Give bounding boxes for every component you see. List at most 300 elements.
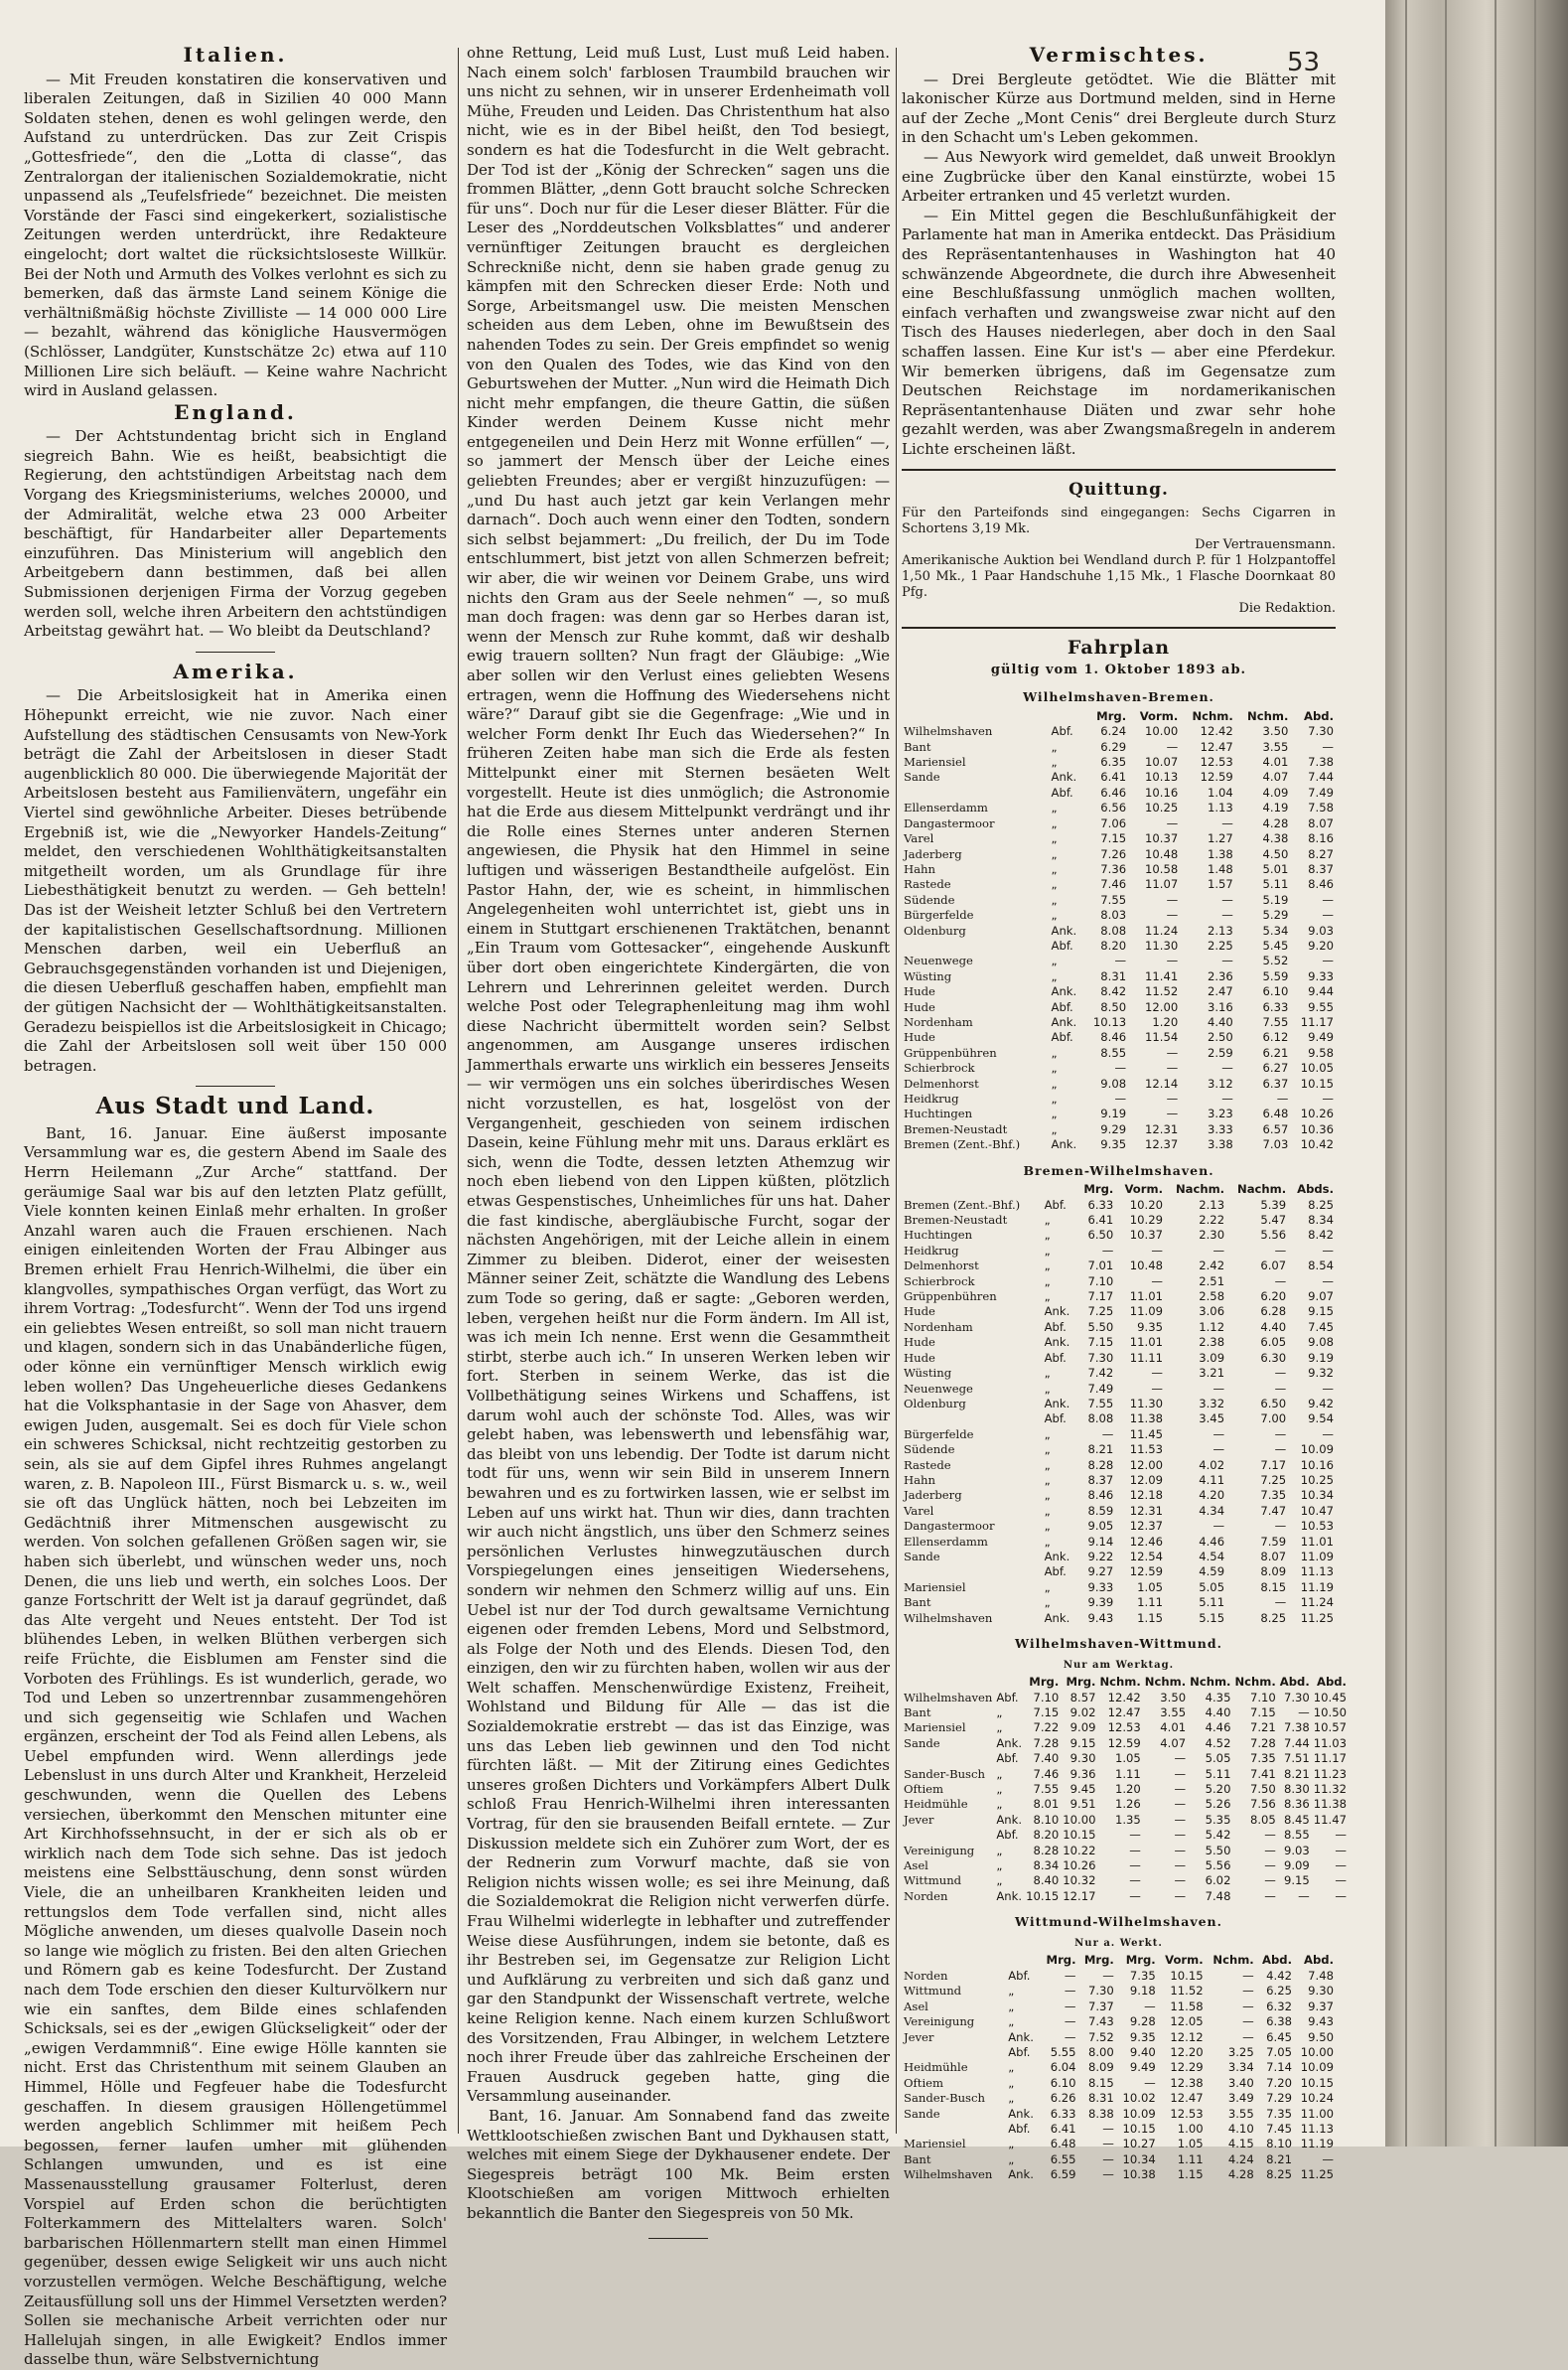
time-cell: 2.25: [1207, 938, 1233, 953]
heading-italien: Italien.: [183, 43, 288, 67]
time-cell: 9.40: [1129, 2044, 1156, 2059]
arrival-departure: „: [1051, 846, 1058, 861]
arrival-departure: Abf.: [1044, 1197, 1067, 1212]
time-cell: 10.37: [1129, 1228, 1163, 1243]
time-cell: —: [1322, 1426, 1334, 1441]
arrival-departure: „: [1051, 908, 1058, 923]
time-cell: 5.52: [1262, 954, 1289, 968]
time-cell: 11.53: [1129, 1442, 1163, 1457]
time-cell: 9.35: [1100, 1137, 1127, 1152]
station-name: Oldenburg: [904, 923, 966, 938]
station-name: [902, 1751, 994, 1766]
time-cell: —: [1274, 1442, 1287, 1457]
time-cell: 7.14: [1266, 2060, 1292, 2075]
time-cell: —: [1274, 1595, 1287, 1610]
time-cell: Vorm.: [1124, 1182, 1163, 1197]
arrival-departure: „: [1051, 831, 1058, 846]
time-cell: —: [1064, 1999, 1076, 2013]
time-cell: Mrg.: [1066, 1675, 1096, 1690]
time-cell: 3.55: [1262, 739, 1289, 754]
time-cell: 8.09: [1260, 1564, 1287, 1579]
timetable-row: [902, 1736, 1349, 1751]
station-name: Norden: [904, 1888, 948, 1903]
time-cell: 8.55: [1100, 1045, 1127, 1060]
time-cell: 6.33: [1087, 1197, 1114, 1212]
time-cell: 6.04: [1050, 2060, 1076, 2075]
time-cell: 11.52: [1170, 1984, 1204, 1999]
time-cell: 10.38: [1122, 2167, 1156, 2182]
time-cell: 12.47: [1200, 739, 1233, 754]
station-name: [902, 1564, 1043, 1579]
time-cell: 8.21: [1266, 2151, 1292, 2166]
arrival-departure: „: [996, 1766, 1003, 1781]
arrival-departure: „: [1051, 1061, 1058, 1076]
time-cell: 9.14: [1087, 1534, 1114, 1549]
timetable-row: [902, 1228, 1336, 1243]
time-cell: —: [1114, 1092, 1127, 1106]
timetable-row: [902, 2152, 1336, 2167]
station-name: Neuenwege: [904, 1381, 973, 1396]
arrival-departure: „: [1051, 861, 1058, 876]
time-cell: 8.54: [1308, 1259, 1334, 1273]
time-cell: 5.01: [1262, 861, 1289, 876]
station-name: Bürgerfelde: [904, 908, 974, 923]
time-cell: 4.10: [1227, 2121, 1254, 2136]
arrival-departure: „: [1044, 1579, 1051, 1594]
time-cell: 8.34: [1033, 1858, 1060, 1873]
time-cell: 10.48: [1145, 846, 1179, 861]
time-cell: 12.59: [1107, 1735, 1141, 1750]
station-name: Hude: [904, 1350, 935, 1365]
time-cell: 6.57: [1262, 1121, 1289, 1136]
time-cell: 7.01: [1087, 1259, 1114, 1273]
timetable-row: [902, 1720, 1349, 1735]
timetable-row: [902, 1488, 1336, 1503]
arrival-departure: „: [1008, 2075, 1015, 2090]
time-cell: 11.13: [1300, 2121, 1334, 2136]
time-cell: 3.16: [1207, 999, 1233, 1014]
station-name: Jaderberg: [904, 1488, 962, 1503]
time-cell: —: [1322, 1092, 1334, 1106]
timetable-title: Bremen-Wilhelmshaven.: [1023, 1162, 1214, 1178]
heading-amerika: Amerika.: [173, 659, 298, 683]
time-cell: 4.54: [1199, 1549, 1225, 1563]
station-name: [902, 1675, 994, 1690]
quittung-signature: Der Vertrauensmann.: [1195, 537, 1336, 553]
time-cell: 6.38: [1266, 2014, 1292, 2029]
station-name: Bant: [904, 2151, 931, 2166]
station-name: [902, 1828, 994, 1843]
time-cell: 12.00: [1129, 1457, 1163, 1472]
time-cell: 7.52: [1087, 2029, 1114, 2044]
time-cell: 9.03: [1308, 923, 1334, 938]
article-italien: — Mit Freuden konstatiren die konservativen und liberalen Zeitungen, daß in Sizilien 40 000 Mann Soldaten stehen, denen es wohl gelingen werde, den Aufstand zu unterdrücken. Das zur Zeit Crispis „Gottesfriede“, den die „Lotta di classe“, das Zentralorgan der italienischen Sozialdemokratie, nicht unpassend als „Teufelsfriede“ bezeichnet. Die meisten Vorstände der Fasci sind eingekerkert, sozialistische Zeitungen werden unterdrückt, ihre Redakteure eingelocht; dort waltet die rücksichtsloseste Willkür. Bei der Noth und Armuth des Volkes verlohnt es sich zu bemerken, daß das ärmste Land seinem Könige die verhältnißmäßig höchste Zivilliste — 14 000 000 Lire — bezahlt, während das königliche Hausvermögen (Schlösser, Landgüter, Kunstschätze 2c) etwa auf 110 Millionen Lire sich beläuft. — Keine wahre Nachricht wird in Ausland gelassen.: [24, 70, 447, 400]
time-cell: 8.25: [1308, 1197, 1334, 1212]
station-name: Heidmühle: [904, 2060, 968, 2075]
arrival-departure: „: [1044, 1273, 1051, 1288]
time-cell: 4.34: [1199, 1503, 1225, 1518]
time-cell: 9.33: [1087, 1579, 1114, 1594]
time-cell: 7.40: [1033, 1751, 1060, 1766]
time-cell: 7.26: [1100, 846, 1127, 861]
station-name: Wilhelmshaven: [904, 724, 993, 739]
timetable-row: [902, 1580, 1336, 1595]
station-name: [902, 709, 1050, 724]
time-cell: —: [1221, 954, 1233, 968]
timetable-row: [902, 1504, 1336, 1519]
time-cell: 8.30: [1283, 1782, 1310, 1797]
time-cell: 9.55: [1308, 999, 1334, 1014]
time-cell: —: [1151, 1273, 1163, 1288]
time-cell: 6.10: [1262, 984, 1289, 999]
time-cell: 11.41: [1145, 968, 1179, 983]
timetable-row: [902, 2030, 1336, 2045]
time-cell: 8.16: [1308, 831, 1334, 846]
time-cell: —: [1264, 1888, 1276, 1903]
time-cell: 5.26: [1205, 1797, 1231, 1812]
timetable-row: [902, 1259, 1336, 1273]
time-cell: 6.26: [1050, 2091, 1076, 2106]
time-cell: 7.55: [1100, 892, 1127, 907]
time-cell: 7.30: [1308, 724, 1334, 739]
arrival-departure: „: [1044, 1519, 1051, 1534]
time-cell: 11.24: [1145, 923, 1179, 938]
time-cell: 1.11: [1137, 1595, 1163, 1610]
time-cell: 11.11: [1129, 1350, 1163, 1365]
time-cell: Nachm.: [1175, 1182, 1225, 1197]
time-cell: —: [1274, 1366, 1287, 1381]
station-name: [902, 2122, 1006, 2137]
time-cell: 9.02: [1069, 1705, 1096, 1719]
time-cell: 9.22: [1087, 1549, 1114, 1563]
timetable-row: [902, 755, 1336, 770]
time-cell: 5.39: [1260, 1197, 1287, 1212]
time-cell: 9.32: [1308, 1366, 1334, 1381]
time-cell: —: [1322, 908, 1334, 923]
arrival-departure: Ank.: [996, 1888, 1023, 1903]
station-name: Delmenhorst: [904, 1259, 979, 1273]
timetable-wilhelmshaven-wittmund: [902, 1675, 1349, 1904]
time-cell: 12.37: [1129, 1519, 1163, 1534]
timetable-row: [902, 831, 1336, 846]
timetable-row: [902, 2000, 1336, 2014]
time-cell: 7.50: [1249, 1782, 1276, 1797]
time-cell: 12.59: [1200, 770, 1233, 785]
time-cell: 7.37: [1087, 1999, 1114, 2013]
time-cell: 9.29: [1100, 1121, 1127, 1136]
arrival-departure: „: [1008, 2137, 1015, 2151]
time-cell: 6.41: [1100, 770, 1127, 785]
time-cell: 7.48: [1205, 1888, 1231, 1903]
station-name: Bant: [904, 1705, 931, 1719]
time-cell: 5.55: [1050, 2044, 1076, 2059]
time-cell: 10.15: [1170, 1968, 1204, 1983]
timetable-header: [902, 1953, 1336, 1968]
time-cell: Nchm.: [1192, 708, 1233, 723]
time-cell: 4.28: [1227, 2167, 1254, 2182]
timetable-wilhelmshaven-bremen: [902, 709, 1336, 1153]
time-cell: 7.47: [1260, 1503, 1287, 1518]
arrival-departure: „: [1051, 755, 1058, 770]
time-cell: 7.58: [1308, 801, 1334, 815]
arrival-departure: Abf.: [1008, 2044, 1031, 2059]
time-cell: 8.37: [1087, 1472, 1114, 1487]
time-cell: 11.01: [1300, 1534, 1334, 1549]
time-cell: —: [1264, 1873, 1276, 1888]
time-cell: 11.25: [1300, 1610, 1334, 1625]
time-cell: —: [1064, 2014, 1076, 2029]
station-name: Sande: [904, 1549, 940, 1563]
time-cell: 7.49: [1087, 1381, 1114, 1396]
timetable-row: [902, 2076, 1336, 2091]
time-cell: 9.49: [1129, 2060, 1156, 2075]
time-cell: 7.46: [1100, 877, 1127, 892]
time-cell: 8.46: [1308, 877, 1334, 892]
station-name: Hude: [904, 999, 935, 1014]
arrival-departure: „: [1051, 1076, 1058, 1091]
arrival-departure: Abf.: [1051, 999, 1073, 1014]
time-cell: 4.38: [1262, 831, 1289, 846]
time-cell: —: [1174, 1888, 1187, 1903]
timetable-title: Wilhelmshaven-Wittmund.: [1015, 1636, 1222, 1651]
article-amerika: — Die Arbeitslosigkeit hat in Amerika einen Höhepunkt erreicht, wie nie zuvor. Nach einer Aufstellung des städtischen Censusamts von New-York beträgt die Zahl der Arbeitslosen in dieser Stadt augenblicklich 80 000. Die überwiegende Majorität der Arbeitslosen besteht aus Familienvätern, ungefähr ein Viertel sind gewöhnliche Arbeiter. Dieses betrübende Ergebniß ist, wie die „Newyorker Handels-Zeitung“ meldet, den verschiedenen Wohlthätigkeitsanstalten mitgetheilt worden, um als Grundlage für ihre Liebesthätigkeit benutzt zu werden. — Geh betteln! Das ist der Weisheit letzter Schluß bei den Vertretern der kapitalistischen Gesellschaftsordnung. Millionen Menschen darben, weil ein Ueberfluß an Gebrauchsgegenständen vorhanden ist und Diejenigen, die diesen Ueberfluß geschaffen haben, empfiehlt man der gütigen Nachsicht der — Wohlthätigkeitsanstalten. Geradezu beispiellos ist die Arbeitslosigkeit in Chicago; die Zahl der Arbeitslosen soll weit über 150 000 betragen.: [24, 686, 447, 1075]
time-cell: 10.07: [1145, 755, 1179, 770]
time-cell: 1.38: [1207, 846, 1233, 861]
time-cell: —: [1221, 908, 1233, 923]
werktag-note: Nur am Werktag.: [1063, 1659, 1175, 1671]
time-cell: —: [1322, 739, 1334, 754]
timetable-row: [902, 877, 1336, 892]
time-cell: 7.38: [1308, 755, 1334, 770]
timetable-row: [902, 2122, 1336, 2137]
time-cell: 7.45: [1308, 1319, 1334, 1334]
time-cell: 8.10: [1266, 2137, 1292, 2151]
quittung-line: Für den Parteifonds sind eingegangen: Sechs Cigarren in Schortens 3,19 Mk.: [902, 506, 1336, 537]
time-cell: 10.26: [1063, 1858, 1096, 1873]
station-name: Ellenserdamm: [904, 1534, 988, 1549]
heading-fahrplan: Fahrplan: [1067, 637, 1171, 660]
arrival-departure: „: [1044, 1426, 1051, 1441]
time-cell: 7.21: [1249, 1720, 1276, 1735]
time-cell: —: [1221, 1092, 1233, 1106]
time-cell: 4.46: [1205, 1720, 1231, 1735]
timetable-row: [902, 724, 1336, 739]
time-cell: 6.33: [1262, 999, 1289, 1014]
station-name: [902, 939, 1050, 954]
station-name: Wittmund: [904, 1873, 962, 1888]
time-cell: 5.05: [1199, 1579, 1225, 1594]
timetable-row: [902, 1382, 1336, 1397]
time-cell: 12.31: [1145, 1121, 1179, 1136]
station-name: Wilhelmshaven: [904, 1610, 993, 1625]
time-cell: —: [1129, 1888, 1141, 1903]
arrival-departure: „: [996, 1858, 1003, 1873]
time-cell: —: [1144, 1999, 1156, 2013]
time-cell: Abd.: [1262, 1953, 1292, 1968]
timetable-row: [902, 816, 1336, 831]
time-cell: 5.45: [1262, 938, 1289, 953]
time-cell: 7.06: [1100, 815, 1127, 830]
time-cell: 1.11: [1177, 2151, 1204, 2166]
time-cell: 4.07: [1160, 1735, 1187, 1750]
article-klootschiessen: Bant, 16. Januar. Am Sonnabend fand das zweite Wettklootschießen zwischen Bant und Dykhausen statt, welches mit einem Siege der Dykhausener endete. Der Siegespreis beträgt 100 Mk. Beim ersten Klootschießen am vorigen Mittwoch erhielten bekanntlich die Banter den Siegespreis von 50 Mk.: [467, 2106, 890, 2222]
arrival-departure: Ank.: [1044, 1396, 1070, 1410]
time-cell: —: [1166, 1045, 1179, 1060]
timetable-row: [902, 969, 1336, 984]
arrival-departure: „: [1051, 815, 1058, 830]
arrival-departure: Abf.: [996, 1828, 1019, 1843]
time-cell: 7.44: [1308, 770, 1334, 785]
time-cell: 9.44: [1308, 984, 1334, 999]
timetable-row: [902, 1889, 1349, 1904]
arrival-departure: Abf.: [1051, 1030, 1073, 1045]
time-cell: —: [1298, 1888, 1310, 1903]
time-cell: 9.49: [1308, 1030, 1334, 1045]
time-cell: 11.23: [1313, 1766, 1347, 1781]
station-name: Rastede: [904, 877, 951, 892]
station-name: Hahn: [904, 861, 935, 876]
station-name: Oftiem: [904, 1782, 944, 1797]
time-cell: —: [1322, 892, 1334, 907]
station-name: Bremen (Zent.-Bhf.): [904, 1197, 1021, 1212]
time-cell: 9.18: [1129, 1984, 1156, 1999]
station-name: Bremen-Neustadt: [904, 1213, 1008, 1228]
arrival-departure: Ank.: [1008, 2029, 1034, 2044]
timetable-row: [902, 847, 1336, 862]
time-cell: 6.02: [1205, 1873, 1231, 1888]
heading-quittung: Quittung.: [1069, 480, 1169, 501]
time-cell: 11.17: [1300, 1014, 1334, 1029]
time-cell: 7.41: [1249, 1766, 1276, 1781]
time-cell: —: [1322, 954, 1334, 968]
timetable-row: [902, 1320, 1336, 1335]
time-cell: 10.15: [1026, 1888, 1060, 1903]
timetable-row: [902, 1535, 1336, 1550]
time-cell: 7.44: [1283, 1735, 1310, 1750]
station-name: Bant: [904, 1595, 931, 1610]
time-cell: 12.54: [1129, 1549, 1163, 1563]
time-cell: 10.34: [1122, 2151, 1156, 2166]
time-cell: 8.40: [1033, 1873, 1060, 1888]
heading-vermischtes: Vermischtes.: [1029, 43, 1209, 67]
arrival-departure: „: [1051, 1121, 1058, 1136]
time-cell: 1.11: [1114, 1766, 1141, 1781]
station-name: Bremen (Zent.-Bhf.): [904, 1137, 1021, 1152]
time-cell: 6.30: [1260, 1350, 1287, 1365]
arrival-departure: Ank.: [1051, 770, 1077, 785]
time-cell: Abd.: [1304, 708, 1334, 723]
arrival-departure: „: [1044, 1213, 1051, 1228]
time-cell: —: [1242, 1999, 1254, 2013]
page-edge-line: [1495, 0, 1497, 2147]
time-cell: 12.05: [1170, 2014, 1204, 2029]
timetable-row: [902, 740, 1336, 755]
time-cell: 1.35: [1114, 1812, 1141, 1827]
timetable-row: [902, 2014, 1336, 2029]
time-cell: 7.28: [1033, 1735, 1060, 1750]
time-cell: 4.46: [1199, 1534, 1225, 1549]
station-name: Bremen-Neustadt: [904, 1121, 1008, 1136]
time-cell: 9.15: [1069, 1735, 1096, 1750]
time-cell: 7.10: [1249, 1690, 1276, 1704]
arrival-departure: „: [1044, 1366, 1051, 1381]
time-cell: 10.32: [1063, 1873, 1096, 1888]
timetable-row: [902, 1213, 1336, 1228]
timetable-row: [902, 1107, 1336, 1121]
time-cell: 10.13: [1092, 1014, 1127, 1029]
timetable-row: [902, 801, 1336, 815]
time-cell: 8.38: [1087, 2106, 1114, 2121]
article-england: — Der Achtstundentag bricht sich in England siegreich Bahn. Wie es heißt, beabsichtigt die Regierung, den achtstündigen Arbeitstag nach dem Vorgang des Kriegsministeriums, welches 20000, und der Admiralität, welche etwa 23 000 Arbeiter beschäftigt, für Handarbeiter aller Departements einzuführen. Das Ministerium will angeblich den Arbeitgebern dann bestimmen, daß bei allen Submissionen derjenigen Firma der Vorzug gegeben werden soll, welche ihren Arbeitern den achtstündigen Arbeitstag gewährt hat. — Wo bleibt da Deutschland?: [24, 427, 447, 641]
book-binding-edge: [1385, 0, 1568, 2147]
timetable-row: [902, 1782, 1349, 1797]
time-cell: Abds.: [1297, 1182, 1334, 1197]
time-cell: —: [1174, 1843, 1187, 1857]
time-cell: —: [1129, 1828, 1141, 1843]
time-cell: 8.00: [1087, 2044, 1114, 2059]
time-cell: 11.09: [1129, 1304, 1163, 1319]
arrival-departure: Ank.: [1051, 1137, 1077, 1152]
time-cell: 7.35: [1260, 1488, 1287, 1503]
timetable-row: [902, 2107, 1336, 2122]
arrival-departure: Abf.: [1044, 1350, 1067, 1365]
time-cell: 7.05: [1266, 2044, 1292, 2059]
time-cell: —: [1166, 908, 1179, 923]
time-cell: 7.56: [1249, 1797, 1276, 1812]
time-cell: 12.46: [1129, 1534, 1163, 1549]
time-cell: 4.40: [1260, 1319, 1287, 1334]
time-cell: —: [1221, 815, 1233, 830]
time-cell: 11.09: [1300, 1549, 1334, 1563]
time-cell: 9.15: [1283, 1873, 1310, 1888]
station-name: Oftiem: [904, 2075, 944, 2090]
time-cell: 5.42: [1205, 1828, 1231, 1843]
time-cell: 6.28: [1260, 1304, 1287, 1319]
time-cell: 6.59: [1050, 2167, 1076, 2182]
time-cell: 4.50: [1262, 846, 1289, 861]
time-cell: 7.15: [1100, 831, 1127, 846]
timetable-row: [902, 1122, 1336, 1137]
time-cell: 8.25: [1260, 1610, 1287, 1625]
time-cell: 2.51: [1199, 1273, 1225, 1288]
time-cell: 6.48: [1262, 1107, 1289, 1121]
time-cell: —: [1335, 1828, 1347, 1843]
time-cell: 10.53: [1300, 1519, 1334, 1534]
separator: [648, 2238, 708, 2239]
time-cell: 11.25: [1300, 2167, 1334, 2182]
time-cell: 3.12: [1207, 1076, 1233, 1091]
time-cell: 4.40: [1207, 1014, 1233, 1029]
time-cell: 3.49: [1227, 2091, 1254, 2106]
time-cell: Mrg.: [1096, 708, 1127, 723]
time-cell: 6.56: [1100, 801, 1127, 815]
arrival-departure: „: [1044, 1503, 1051, 1518]
time-cell: 3.25: [1227, 2044, 1254, 2059]
time-cell: 11.01: [1129, 1335, 1163, 1350]
station-name: Mariensiel: [904, 1720, 966, 1735]
time-cell: 8.31: [1087, 2091, 1114, 2106]
time-cell: 9.43: [1087, 1610, 1114, 1625]
time-cell: Nchm.: [1144, 1675, 1187, 1690]
time-cell: —: [1114, 954, 1127, 968]
time-cell: 9.08: [1308, 1335, 1334, 1350]
time-cell: —: [1274, 1426, 1287, 1441]
time-cell: 6.33: [1050, 2106, 1076, 2121]
time-cell: 1.05: [1137, 1579, 1163, 1594]
time-cell: 8.42: [1308, 1228, 1334, 1243]
station-name: [902, 786, 1050, 801]
news-newyork: — Aus Newyork wird gemeldet, daß unweit Brooklyn eine Zugbrücke über den Kanal einstürzte, wobei 15 Arbeiter ertranken und 45 verletzt wurden.: [902, 147, 1336, 206]
